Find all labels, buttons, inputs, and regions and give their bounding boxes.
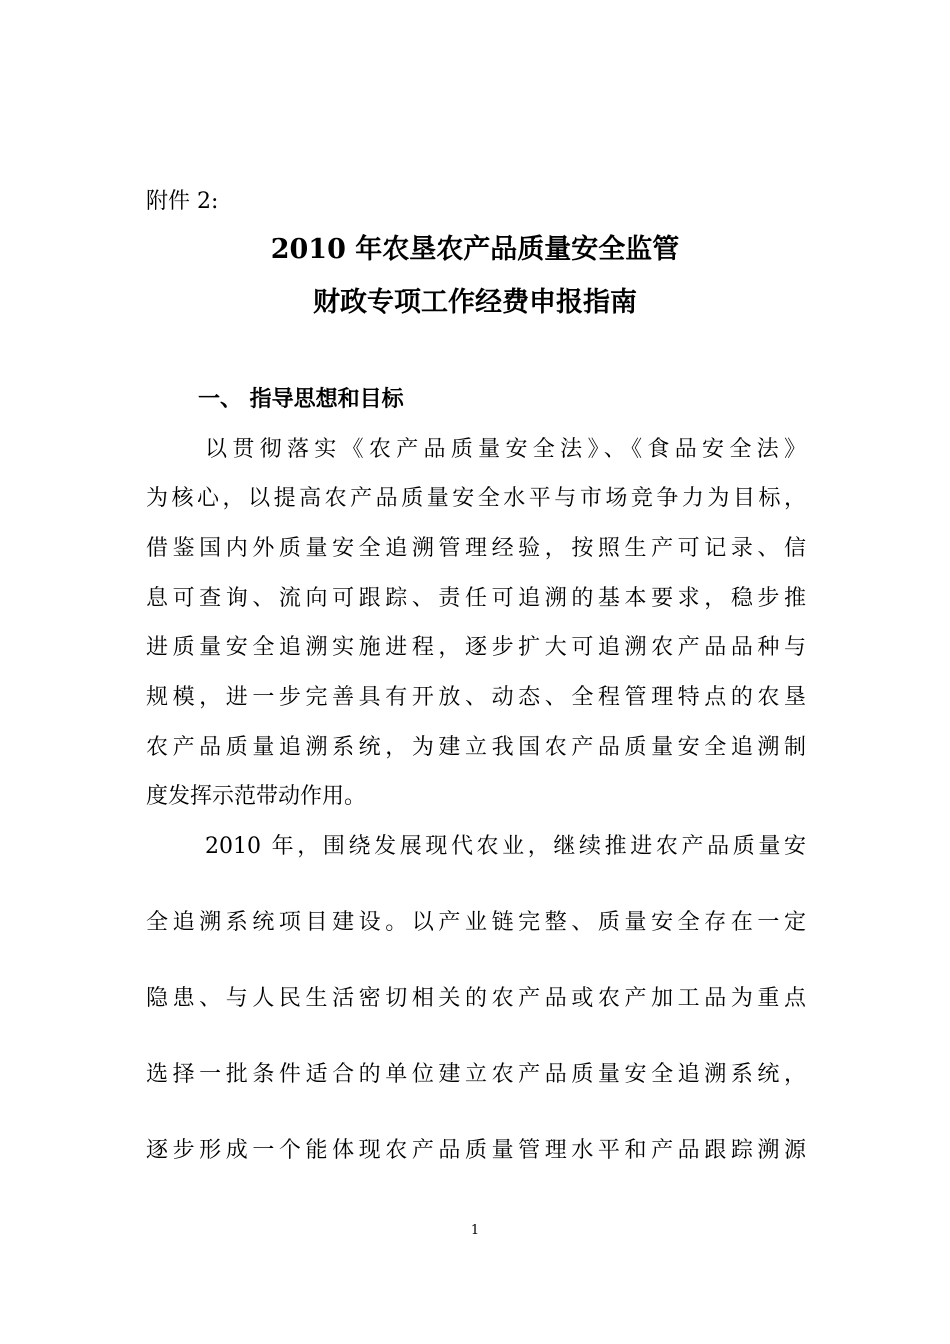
attachment-label: 附件 2: — [146, 189, 219, 214]
paragraph-line: 以贯彻落实《农产品质量安全法》、《食品安全法》 — [205, 437, 806, 462]
paragraph-line: 息可查询、流向可跟踪、责任可追溯的基本要求，稳步推 — [146, 586, 806, 611]
paragraph-line: 隐患、与人民生活密切相关的农产品或农产加工品为重点 — [146, 986, 806, 1011]
paragraph-line: 借鉴国内外质量安全追溯管理经验，按照生产可记录、信 — [146, 536, 806, 561]
paragraph-line: 2010 年，围绕发展现代农业，继续推进农产品质量安 — [205, 834, 806, 859]
paragraph-line: 农产品质量追溯系统，为建立我国农产品质量安全追溯制 — [146, 735, 806, 760]
page-number: 1 — [470, 1223, 480, 1238]
paragraph-line: 进质量安全追溯实施进程，逐步扩大可追溯农产品品种与 — [146, 635, 806, 660]
document-title-line-1: 2010 年农垦农产品质量安全监管 — [270, 234, 680, 265]
paragraph-line: 选择一批条件适合的单位建立农产品质量安全追溯系统， — [146, 1062, 806, 1087]
paragraph-line: 规模，进一步完善具有开放、动态、全程管理特点的农垦 — [146, 685, 806, 710]
paragraph-line: 逐步形成一个能体现农产品质量管理水平和产品跟踪溯源 — [146, 1138, 806, 1163]
paragraph-line: 为核心，以提高农产品质量安全水平与市场竞争力为目标， — [146, 486, 806, 511]
section-heading: 一、 指导思想和目标 — [198, 387, 404, 412]
document-title-line-2: 财政专项工作经费申报指南 — [313, 287, 637, 318]
paragraph-line: 全追溯系统项目建设。以产业链完整、质量安全存在一定 — [146, 910, 806, 935]
paragraph-line: 度发挥示范带动作用。 — [146, 784, 367, 809]
